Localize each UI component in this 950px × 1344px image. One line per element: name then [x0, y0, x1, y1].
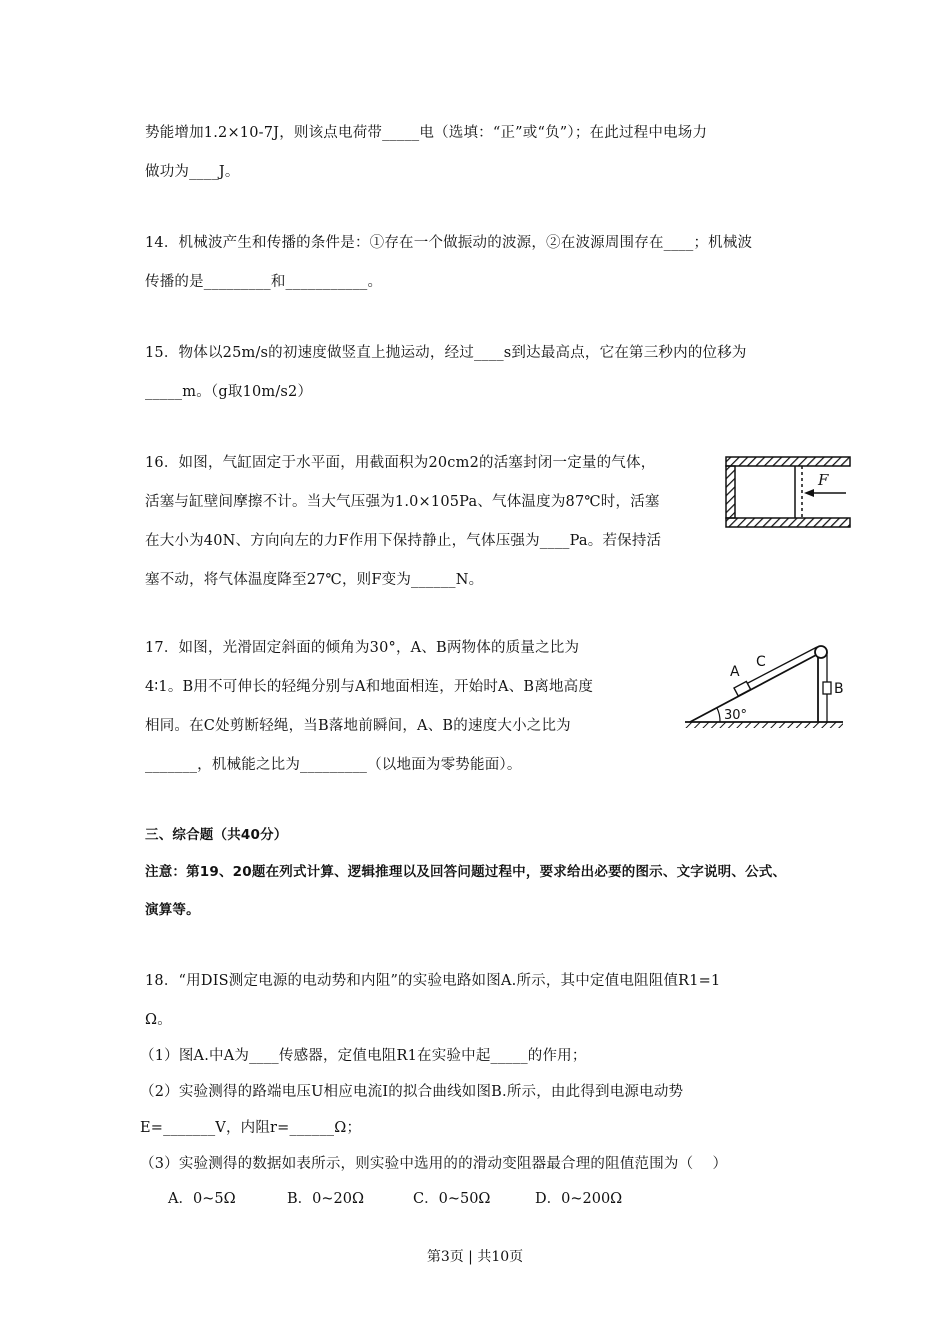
ground-hatch [685, 722, 843, 728]
block-b [823, 682, 831, 694]
section-3-note-line-1: 注意：第19、20题在列式计算、逻辑推理以及回答问题过程中，要求给出必要的图示、文字说明、公式、 [145, 864, 787, 880]
cylinder-bottom-wall [726, 518, 850, 527]
incline-surface [690, 654, 818, 722]
question-15-line-1: 15．物体以25m/s的初速度做竖直上抛运动，经过____s到达最高点，它在第三秒内的位移为 [145, 345, 747, 361]
question-18-part-2a: （2）实验测得的路端电压U相应电流I的拟合曲线如图B.所示，由此得到电源电动势 [140, 1084, 684, 1100]
question-14-line-1: 14．机械波产生和传播的条件是：①存在一个做振动的波源，②在波源周围存在____；机械波 [145, 235, 753, 251]
question-16-line-3: 在大小为40N、方向向左的力F作用下保持静止，气体压强为____Pa。若保持活 [145, 533, 662, 549]
option-a: A．0~5Ω [168, 1191, 236, 1207]
cylinder-top-wall [726, 457, 850, 466]
question-14-line-2: 传播的是_________和___________。 [145, 274, 383, 290]
section-3-note-line-2: 演算等。 [145, 902, 200, 918]
cylinder-left-wall [726, 466, 735, 518]
question-17-line-4: _______，机械能之比为_________（以地面为零势能面）。 [145, 757, 522, 773]
question-18-part-2b: E=_______V，内阻r=______Ω； [140, 1120, 362, 1136]
force-arrow-head [804, 489, 814, 497]
question-17-line-3: 相同。在C处剪断轻绳，当B落地前瞬间，A、B的速度大小之比为 [145, 718, 571, 734]
question-13-line-1: 势能增加1.2×10-7J，则该点电荷带_____电（选填：“正”或“负”）；在此过程中电场力 [145, 125, 708, 141]
question-18-part-1: （1）图A.中A为____传感器，定值电阻R1在实验中起_____的作用； [140, 1048, 587, 1064]
option-c: C．0~50Ω [413, 1191, 491, 1207]
angle-arc [717, 708, 720, 722]
option-b: B．0~20Ω [287, 1191, 365, 1207]
question-16-line-1: 16．如图，气缸固定于水平面，用截面积为20cm2的活塞封闭一定量的气体， [145, 455, 656, 471]
question-18-part-3: （3）实验测得的数据如表所示，则实验中选用的的滑动变阻器最合理的阻值范围为（ ） [140, 1156, 728, 1172]
option-d: D．0~200Ω [535, 1191, 623, 1207]
label-b: B [834, 681, 844, 697]
block-a [734, 681, 751, 696]
incline-figure [680, 640, 850, 740]
force-label: F [818, 471, 829, 489]
page-footer: 第3页 | 共10页 [426, 1249, 524, 1265]
question-17-line-1: 17．如图，光滑固定斜面的倾角为30°，A、B两物体的质量之比为 [145, 640, 580, 656]
question-15-line-2: _____m。（g取10m/s2） [145, 384, 313, 400]
question-16-line-4: 塞不动，将气体温度降至27℃，则F变为______N。 [145, 572, 484, 588]
question-18-line-1: 18．“用DIS测定电源的电动势和内阻”的实验电路如图A.所示，其中定值电阻阻值R1=1 [145, 973, 721, 989]
question-18-line-2: Ω。 [145, 1012, 172, 1028]
question-13-line-2: 做功为____J。 [145, 164, 240, 180]
question-16-line-2: 活塞与缸壁间摩擦不计。当大气压强为1.0×105Pa、气体温度为87℃时，活塞 [145, 494, 660, 510]
label-angle: 30° [724, 708, 748, 723]
label-c: C [756, 654, 766, 670]
cylinder-figure [718, 452, 858, 534]
label-a: A [730, 664, 740, 680]
section-3-title: 三、综合题（共40分） [145, 827, 288, 843]
question-17-line-2: 4∶1。B用不可伸长的轻绳分别与A和地面相连，开始时A、B离地高度 [145, 679, 594, 695]
